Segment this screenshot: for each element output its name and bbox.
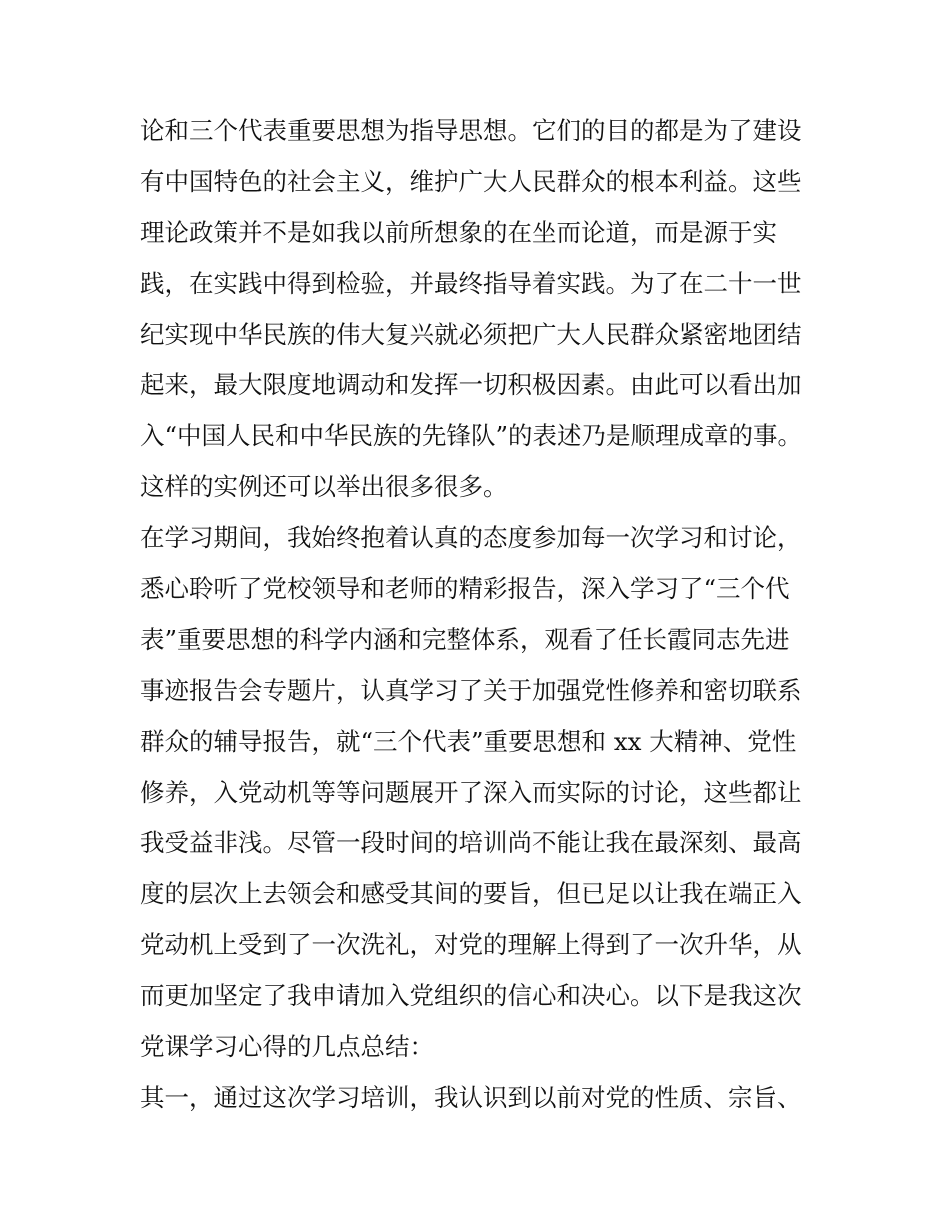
text-line: 党动机上受到了一次洗礼，对党的理解上得到了一次升华，从 xyxy=(140,930,802,960)
text-line: 其一，通过这次学习培训，我认识到以前对党的性质、宗旨、 xyxy=(140,1082,802,1112)
document-body xyxy=(140,106,820,1124)
text-line: 这样的实例还可以举出很多很多。 xyxy=(140,472,508,502)
text-line: 起来，最大限度地调动和发挥一切积极因素。由此可以看出加 xyxy=(140,370,802,400)
text-line: 群众的辅导报告，就“三个代表”重要思想和 xx 大精神、党性 xyxy=(140,726,797,756)
text-line: 有中国特色的社会主义，维护广大人民群众的根本利益。这些 xyxy=(140,166,802,196)
text-line: 在学习期间，我始终抱着认真的态度参加每一次学习和讨论， xyxy=(140,523,802,553)
text-line: 度的层次上去领会和感受其间的要旨，但已足以让我在端正入 xyxy=(140,879,802,909)
text-line: 入“中国人民和中华民族的先锋队”的表述乃是顺理成章的事。 xyxy=(140,421,803,451)
text-line: 我受益非浅。尽管一段时间的培训尚不能让我在最深刻、最高 xyxy=(140,828,802,858)
text-line: 论和三个代表重要思想为指导思想。它们的目的都是为了建设 xyxy=(140,116,802,145)
text-line: 修养，入党动机等等问题展开了深入而实际的讨论，这些都让 xyxy=(140,777,802,807)
text-line: 而更加坚定了我申请加入党组织的信心和决心。以下是我这次 xyxy=(140,981,802,1011)
text-line: 党课学习心得的几点总结： xyxy=(140,1032,434,1062)
text-line: 悉心聆听了党校领导和老师的精彩报告，深入学习了“三个代 xyxy=(140,574,790,604)
text-line: 践，在实践中得到检验，并最终指导着实践。为了在二十一世 xyxy=(140,268,802,298)
text-line: 理论政策并不是如我以前所想象的在坐而论道，而是源于实 xyxy=(140,217,777,247)
text-line: 事迹报告会专题片，认真学习了关于加强党性修养和密切联系 xyxy=(140,675,802,705)
text-line: 表”重要思想的科学内涵和完整体系，观看了任长霞同志先进 xyxy=(140,624,790,654)
text-line: 纪实现中华民族的伟大复兴就必须把广大人民群众紧密地团结 xyxy=(140,319,802,349)
